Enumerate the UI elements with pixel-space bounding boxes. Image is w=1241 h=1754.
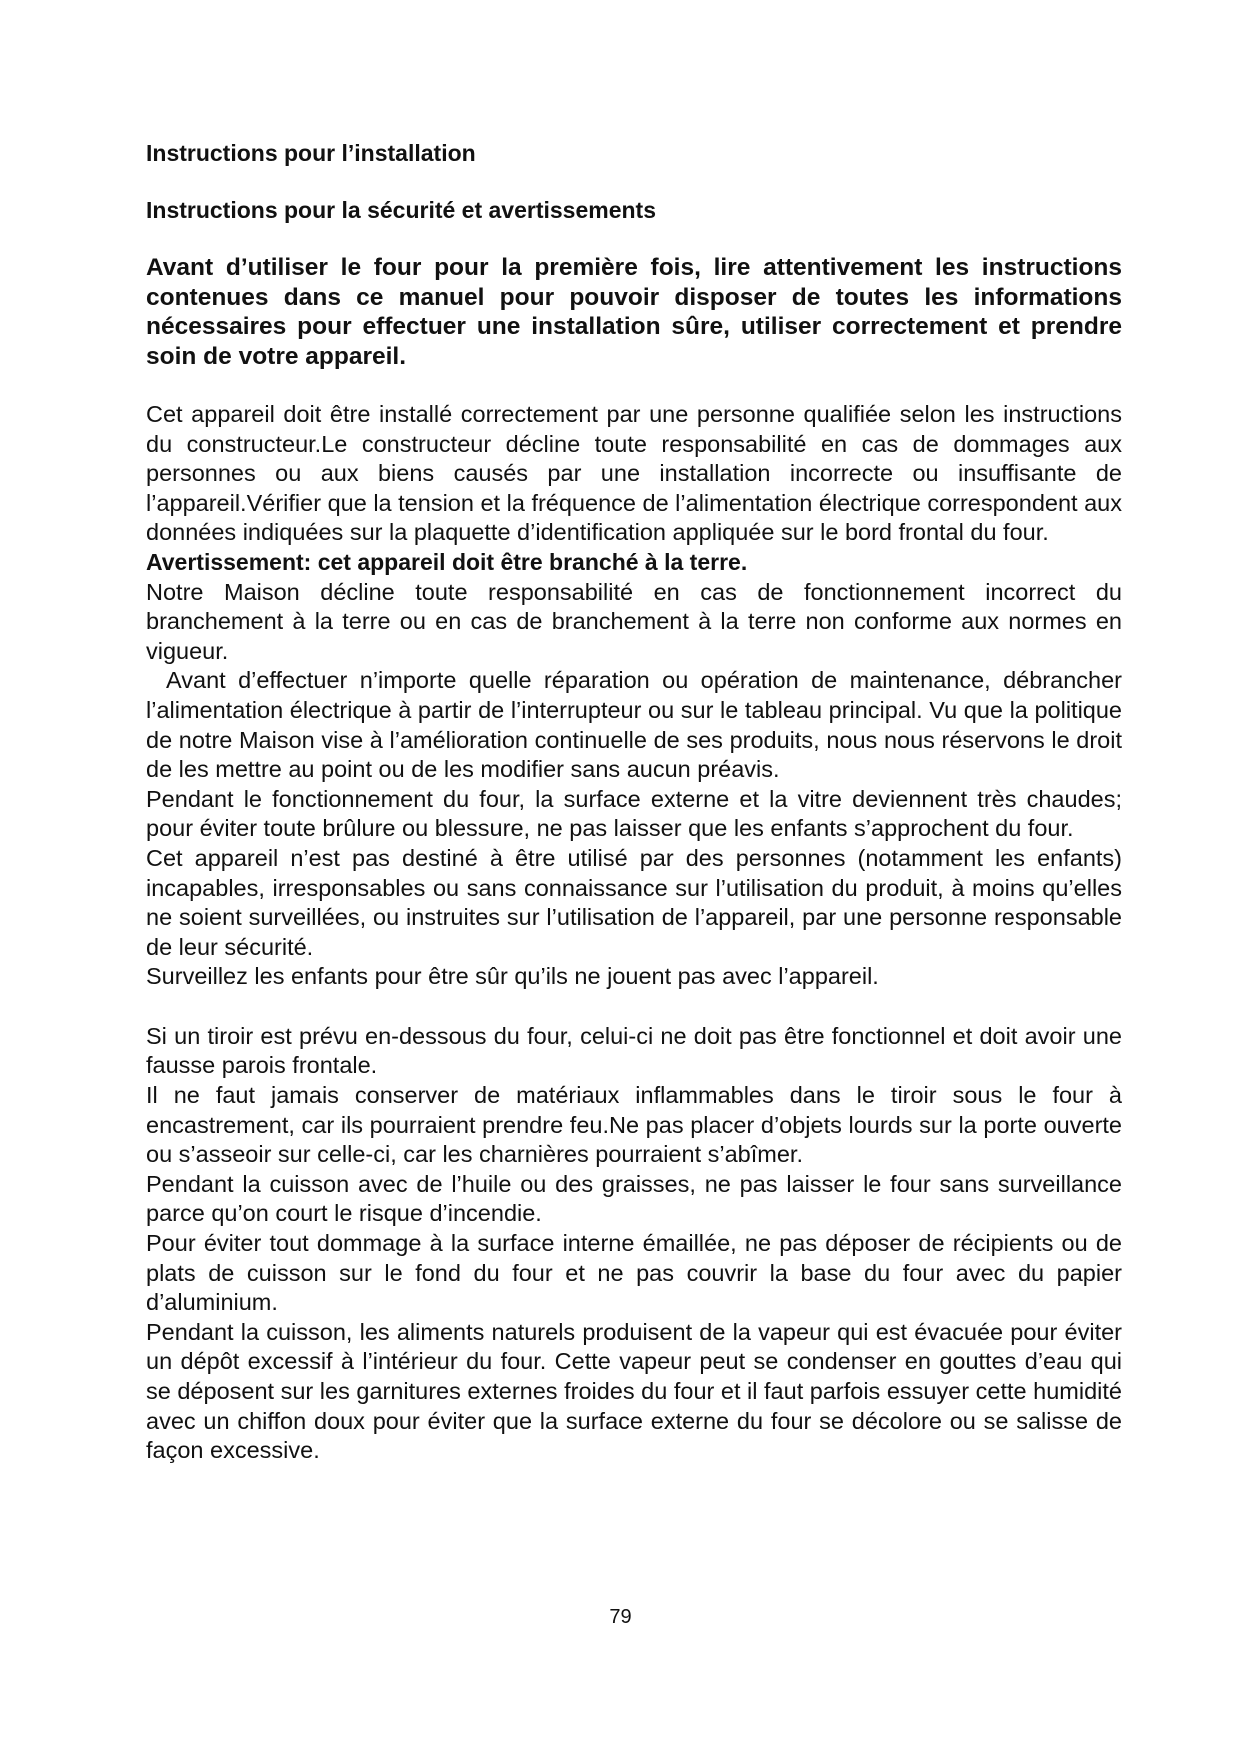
intro-paragraph: Avant d’utiliser le four pour la première fois, lire attentivement les instructions contenues dans ce manuel pour pouvoir disposer de toutes les informations nécessaires pour effectuer une installation sûre, utiliser correctement et prendre soin de votre appareil.	[146, 254, 1122, 370]
paragraph-usage-restriction: Cet appareil n’est pas destiné à être utilisé par des personnes (notamment les enfants) incapables, irresponsables ou sans connaissance sur l’utilisation du produit, à moins qu’elles ne soient surveillées, ou instruites sur l’utilisation de l’appareil, par une personne responsable de leur sécurité.	[146, 844, 1122, 960]
paragraph-flammable: Il ne faut jamais conserver de matériaux inflammables dans le tiroir sous le four à encastrement, car ils pourraient prendre feu.Ne pas placer d’objets lourds sur la porte ouverte ou s’asseoir sur celle-ci, car les charnières pourraient s’abîmer.	[146, 1082, 1122, 1168]
paragraph-hot-surface: Pendant le fonctionnement du four, la surface externe et la vitre deviennent très chaudes; pour éviter toute brûlure ou blessure, ne pas laisser que les enfants s’approchent du four.	[146, 785, 1122, 842]
page-content	[146, 138, 1122, 1466]
page-number: 79	[609, 1606, 632, 1628]
paragraph-grounding: Notre Maison décline toute responsabilité en cas de fonctionnement incorrect du branchement à la terre ou en cas de branchement à la terre non conforme aux normes en vigueur.	[146, 578, 1122, 664]
paragraph-steam: Pendant la cuisson, les aliments naturels produisent de la vapeur qui est évacuée pour éviter un dépôt excessif à l’intérieur du four. Cette vapeur peut se condenser en gouttes d’eau qui se déposent sur les garnitures externes froides du four et il faut parfois essuyer cette humidité avec un chiffon doux pour éviter que la surface externe du four se décolore ou se salisse de façon excessive.	[146, 1318, 1122, 1464]
warning-title: Avertissement: cet appareil doit être branché à la terre.	[146, 548, 748, 575]
heading-installation: Instructions pour l’installation	[146, 140, 476, 166]
heading-safety: Instructions pour la sécurité et avertissements	[146, 197, 657, 223]
paragraph-oil-fire: Pendant la cuisson avec de l’huile ou des graisses, ne pas laisser le four sans surveillance parce qu’on court le risque d’incendie.	[146, 1170, 1122, 1227]
paragraph-drawer: Si un tiroir est prévu en-dessous du four, celui-ci ne doit pas être fonctionnel et doit avoir une fausse parois frontale.	[146, 1022, 1122, 1079]
paragraph-maintenance: Avant d’effectuer n’importe quelle réparation ou opération de maintenance, débrancher l’alimentation électrique à partir de l’interrupteur ou sur le tableau principal. Vu que la politique de notre Maison vise à l’amélioration continuelle de ses produits, nous nous réservons le droit de les mettre au point ou de les modifier sans aucun préavis.	[146, 667, 1122, 783]
paragraph-children: Surveillez les enfants pour être sûr qu’ils ne jouent pas avec l’appareil.	[146, 963, 879, 990]
paragraph-enamel: Pour éviter tout dommage à la surface interne émaillée, ne pas déposer de récipients ou de plats de cuisson sur le fond du four et ne pas couvrir la base du four avec du papier d’aluminium.	[146, 1230, 1122, 1316]
paragraph-installation: Cet appareil doit être installé correctement par une personne qualifiée selon les instructions du constructeur.Le constructeur décline toute responsabilité en cas de dommages aux personnes ou aux biens causés par une installation incorrecte ou insuffisante de l’appareil.Vérifier que la tension et la fréquence de l’alimentation électrique correspondent aux données indiquées sur la plaquette d’identification appliquée sur le bord frontal du four.	[146, 401, 1122, 546]
